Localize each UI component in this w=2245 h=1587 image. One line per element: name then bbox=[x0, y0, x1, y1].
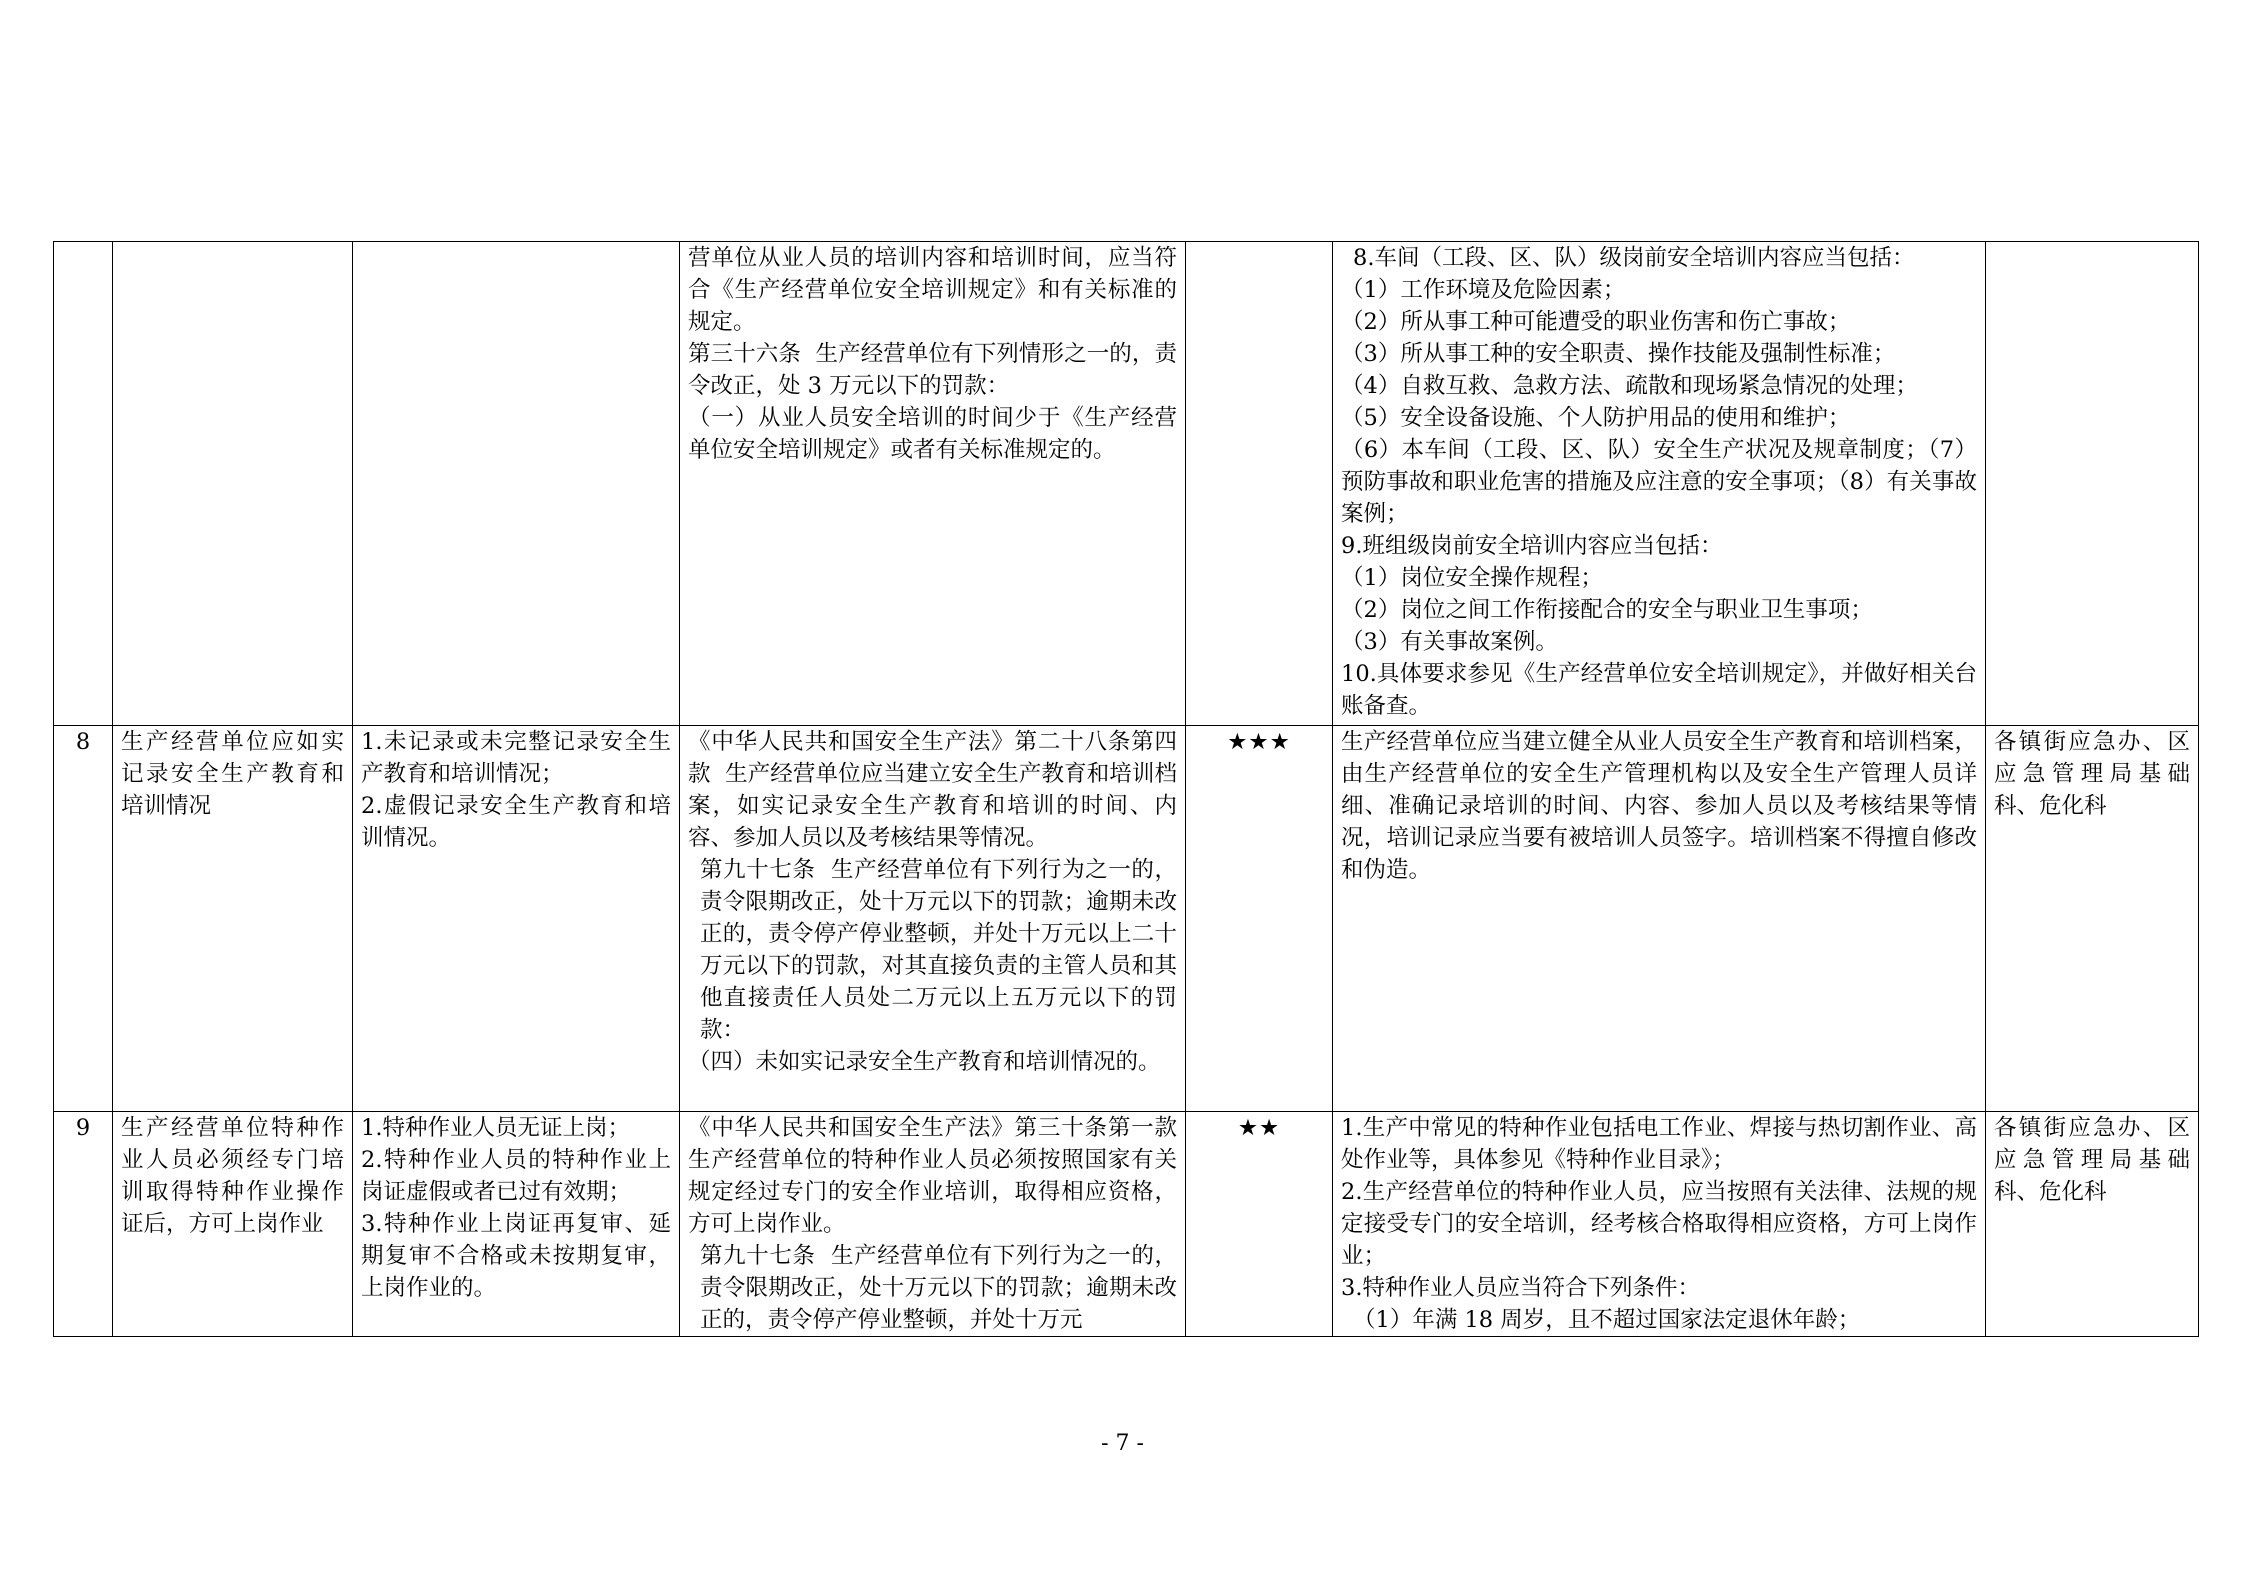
page-number: - 7 - bbox=[1101, 1431, 1144, 1456]
table-row bbox=[54, 726, 2199, 1112]
violations-cell bbox=[353, 1112, 680, 1337]
dept-cell bbox=[1986, 242, 2199, 726]
table-row bbox=[54, 242, 2199, 726]
violation-line: 2.虚假记录安全生产教育和培训情况。 bbox=[361, 793, 671, 851]
violation-line: 3.特种作业上岗证再复审、延期复审不合格或未按期复审，上岗作业的。 bbox=[361, 1211, 671, 1301]
basis-line: 第九十七条 生产经营单位有下列行为之一的，责令限期改正，处十万元以下的罚款；逾期未改正的，责令停产停业整顿，并处十万元以上二十万元以下的罚款，对其直接负责的主管人员和其他直接责任人员处二万元以上五万元以下的罚款： bbox=[700, 857, 1177, 1043]
requirement-line: 10.具体要求参见《生产经营单位安全培训规定》，并做好相关台账备查。 bbox=[1341, 661, 1977, 719]
requirement-line: （5）安全设备设施、个人防护用品的使用和维护； bbox=[1341, 405, 1851, 431]
basis-cell bbox=[680, 1112, 1192, 1337]
requirement-line: （1）年满 18 周岁，且不超过国家法定退休年龄； bbox=[1353, 1307, 1861, 1333]
row-number-cell: 8 bbox=[54, 726, 113, 1112]
requirements-cell bbox=[1333, 242, 1986, 726]
table-row bbox=[54, 1112, 2199, 1337]
row-number-cell bbox=[54, 242, 113, 726]
requirements-cell bbox=[1333, 1112, 1986, 1337]
item-cell: 生产经营单位应如实记录安全生产教育和培训情况 bbox=[113, 726, 353, 1112]
requirement-line: 3.特种作业人员应当符合下列条件： bbox=[1341, 1275, 1700, 1301]
requirement-line: 生产经营单位应当建立健全从业人员安全生产教育和培训档案，由生产经营单位的安全生产管理机构以及安全生产管理人员详细、准确记录培训的时间、内容、参加人员以及考核结果等情况，培训记录应当要有被培训人员签字。培训档案不得擅自修改和伪造。 bbox=[1341, 729, 1977, 883]
row-number-cell: 9 bbox=[54, 1112, 113, 1337]
basis-line: 营单位从业人员的培训内容和培训时间，应当符合《生产经营单位安全培训规定》和有关标准的规定。 bbox=[688, 245, 1177, 335]
dept-cell: 各镇街应急办、区应急管理局基础科、危化科 bbox=[1986, 1112, 2199, 1337]
basis-line: 《中华人民共和国安全生产法》第三十条第一款 生产经营单位的特种作业人员必须按照国家有关规定经过专门的安全作业培训，取得相应资格，方可上岗作业。 bbox=[688, 1115, 1192, 1237]
requirement-line: 1.生产中常见的特种作业包括电工作业、焊接与热切割作业、高处作业等，具体参见《特种作业目录》； bbox=[1341, 1115, 1977, 1173]
level-cell bbox=[1186, 242, 1333, 726]
requirement-line: （2）岗位之间工作衔接配合的安全与职业卫生事项； bbox=[1341, 597, 1873, 623]
violations-cell bbox=[353, 242, 680, 726]
dept-cell: 各镇街应急办、区应急管理局基础科、危化科 bbox=[1986, 726, 2199, 1112]
level-stars: ★★★ bbox=[1186, 726, 1333, 1112]
basis-line: （四）未如实记录安全生产教育和培训情况的。 bbox=[688, 1049, 1161, 1075]
violations-cell bbox=[353, 726, 680, 1112]
requirement-line: （4）自救互救、急救方法、疏散和现场紧急情况的处理； bbox=[1341, 373, 1918, 399]
requirement-line: （3）有关事故案例。 bbox=[1341, 629, 1558, 655]
violation-line: 1.未记录或未完整记录安全生产教育和培训情况； bbox=[361, 729, 671, 787]
item-cell: 生产经营单位特种作业人员必须经专门培训取得特种作业操作证后，方可上岗作业 bbox=[113, 1112, 353, 1337]
requirement-line: （3）所从事工种的安全职责、操作技能及强制性标准； bbox=[1341, 341, 1896, 367]
requirement-line: 9.班组级岗前安全培训内容应当包括： bbox=[1341, 533, 1723, 559]
requirement-line: 2.生产经营单位的特种作业人员，应当按照有关法律、法规的规定接受专门的安全培训，经考核合格取得相应资格，方可上岗作业； bbox=[1341, 1179, 1977, 1269]
requirement-line: 8.车间（工段、区、队）级岗前安全培训内容应当包括： bbox=[1353, 245, 1915, 271]
basis-line: 第三十六条 生产经营单位有下列情形之一的，责令改正，处 3 万元以下的罚款： bbox=[688, 341, 1177, 399]
requirements-cell bbox=[1333, 726, 1986, 1112]
basis-line: （一）从业人员安全培训的时间少于《生产经营单位安全培训规定》或者有关标准规定的。 bbox=[688, 405, 1177, 463]
level-stars: ★★ bbox=[1186, 1112, 1333, 1337]
violation-line: 2.特种作业人员的特种作业上岗证虚假或者已过有效期； bbox=[361, 1147, 671, 1205]
basis-line: 《中华人民共和国安全生产法》第二十八条第四款 生产经营单位应当建立安全生产教育和培训档案，如实记录安全生产教育和培训的时间、内容、参加人员以及考核结果等情况。 bbox=[688, 729, 1177, 851]
requirement-line: （1）岗位安全操作规程； bbox=[1341, 565, 1603, 591]
regulation-table bbox=[53, 241, 2199, 1337]
basis-cell bbox=[680, 726, 1186, 1112]
violation-line: 1.特种作业人员无证上岗； bbox=[361, 1115, 630, 1141]
requirement-line: （2）所从事工种可能遭受的职业伤害和伤亡事故； bbox=[1341, 309, 1851, 335]
item-cell bbox=[113, 242, 353, 726]
basis-line: 第九十七条 生产经营单位有下列行为之一的，责令限期改正，处十万元以下的罚款；逾期未改正的，责令停产停业整顿，并处十万元 bbox=[700, 1243, 1177, 1333]
requirement-line: （1）工作环境及危险因素； bbox=[1341, 277, 1626, 303]
basis-cell bbox=[680, 242, 1186, 726]
requirement-line: （6）本车间（工段、区、队）安全生产状况及规章制度；（7）预防事故和职业危害的措施及应注意的安全事项；（8）有关事故案例； bbox=[1341, 437, 1977, 527]
